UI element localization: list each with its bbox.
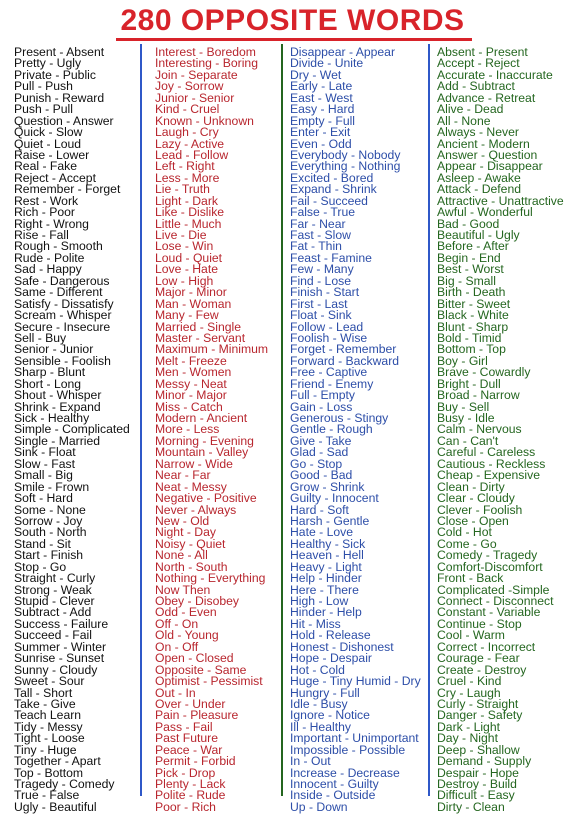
word-pair: Day - Night xyxy=(437,731,498,746)
word-pair: Go - Stop xyxy=(290,456,343,471)
word-pair: Gentle - Rough xyxy=(290,422,373,437)
word-pair: Awful - Wonderful xyxy=(437,205,533,220)
word-pair: Stand - Sit xyxy=(14,536,71,551)
word-pair: Optimist - Pessimist xyxy=(155,674,263,689)
word-pair: Many - Few xyxy=(155,308,219,323)
word-pair: Interest - Boredom xyxy=(155,45,256,59)
word-pair: Shrink - Expand xyxy=(14,399,101,414)
word-pair: Soft - Hard xyxy=(14,491,73,506)
word-pair: Clever - Foolish xyxy=(437,502,523,517)
word-pair: Finish - Start xyxy=(290,285,360,300)
word-pair: Impossible - Possible xyxy=(290,742,406,757)
word-pair: Pain - Pleasure xyxy=(155,708,239,723)
word-pair: Tight - Loose xyxy=(14,731,85,746)
word-pair: Expand - Shrink xyxy=(290,182,377,197)
word-pair: Sweet - Sour xyxy=(14,674,85,689)
word-pair: Deep - Shallow xyxy=(437,742,520,757)
word-pair: True - False xyxy=(14,788,80,803)
word-pair: Major - Minor xyxy=(155,285,227,300)
word-pair: Miss - Catch xyxy=(155,399,223,414)
word-pair: Pass - Fail xyxy=(155,719,213,734)
word-pair: Front - Back xyxy=(437,571,504,586)
word-pair: Odd - Even xyxy=(155,605,217,620)
word-pair: North - South xyxy=(155,559,228,574)
word-pair: Known - Unknown xyxy=(155,113,254,128)
word-pair: Ignore - Notice xyxy=(290,708,370,723)
word-pair: Sunrise - Sunset xyxy=(14,651,105,666)
word-pair: Together - Apart xyxy=(14,754,101,769)
word-pair: Give - Take xyxy=(290,433,352,448)
word-pair: Same - Different xyxy=(14,285,103,300)
word-pair: Remember - Forget xyxy=(14,182,121,197)
word-pair: Peace - War xyxy=(155,742,223,757)
word-pair: Divide - Unite xyxy=(290,56,364,71)
word-pair: Guilty - Innocent xyxy=(290,491,379,506)
word-pair: Noisy - Quiet xyxy=(155,536,226,551)
word-pair: Cool - Warm xyxy=(437,628,505,643)
word-pair: Never - Always xyxy=(155,502,237,517)
word-pair: Minor - Major xyxy=(155,388,227,403)
word-pair: Bottom - Top xyxy=(437,342,506,357)
word-pair: Summer - Winter xyxy=(14,639,107,654)
word-pair: Quiet - Loud xyxy=(14,136,82,151)
word-pair: Polite - Rude xyxy=(155,788,226,803)
word-pair: Up - Down xyxy=(290,799,348,814)
word-pair: Shout - Whisper xyxy=(14,388,102,403)
word-pair: Black - White xyxy=(437,308,509,323)
word-pair: Punish - Reward xyxy=(14,90,105,105)
column-divider xyxy=(140,44,142,796)
word-pair: Tiny - Huge xyxy=(14,742,77,757)
word-pair: Comedy - Tragedy xyxy=(437,548,538,563)
word-pair: Master - Servant xyxy=(155,330,246,345)
word-pair: Succeed - Fail xyxy=(14,628,92,643)
word-pair: Help - Hinder xyxy=(290,571,362,586)
word-pair: Cheap - Expensive xyxy=(437,468,540,483)
word-pair: Left - Right xyxy=(155,159,215,174)
word-pair: Hard - Soft xyxy=(290,502,349,517)
word-pair: Off - On xyxy=(155,616,199,631)
word-pair: Start - Finish xyxy=(14,548,84,563)
word-pair: Reject - Accept xyxy=(14,170,96,185)
word-pair: Excited - Bored xyxy=(290,170,374,185)
word-pair: Foolish - Wise xyxy=(290,330,368,345)
word-pair: Over - Under xyxy=(155,696,226,711)
word-pair: Broad - Narrow xyxy=(437,388,520,403)
word-pair: Can - Can't xyxy=(437,433,499,448)
word-pair: East - West xyxy=(290,90,353,105)
word-pair: Harsh - Gentle xyxy=(290,513,370,528)
word-pair: Loud - Quiet xyxy=(155,250,223,265)
word-pair: Top - Bottom xyxy=(14,765,84,780)
word-pair: Inside - Outside xyxy=(290,788,376,803)
word-pair: Married - Single xyxy=(155,319,242,334)
word-pair: Best - Worst xyxy=(437,262,504,277)
word-pair: Raise - Lower xyxy=(14,147,90,162)
word-pair: Far - Near xyxy=(290,216,346,231)
word-pair: Dry - Wet xyxy=(290,67,342,82)
word-pair: False - True xyxy=(290,205,356,220)
word-pair: Innocent - Guilty xyxy=(290,777,379,791)
word-pair: Grow - Shrink xyxy=(290,479,365,494)
word-pair: Cruel - Kind xyxy=(437,674,502,689)
word-pair: Take - Give xyxy=(14,696,76,711)
word-pair: Senior - Junior xyxy=(14,342,94,357)
word-pair: Stop - Go xyxy=(14,559,67,574)
word-pair: Rich - Poor xyxy=(14,205,75,220)
word-pair: Narrow - Wide xyxy=(155,456,233,471)
word-pair: Lose - Win xyxy=(155,239,214,254)
column-divider xyxy=(428,44,430,796)
word-pair: Scream - Whisper xyxy=(14,308,112,323)
word-pair: Mountain - Valley xyxy=(155,445,249,460)
word-pair: Modern - Ancient xyxy=(155,411,248,425)
word-pair: Follow - Lead xyxy=(290,319,364,334)
word-pair: Teach Learn xyxy=(14,708,82,723)
word-pair: Good - Bad xyxy=(290,468,353,483)
word-pair: Dirty - Clean xyxy=(437,799,505,814)
word-pair: All - None xyxy=(437,113,491,128)
word-pair: Even - Odd xyxy=(290,136,352,151)
word-pair: Empty - Full xyxy=(290,113,356,128)
word-pair: More - Less xyxy=(155,422,220,437)
word-pair: Cry - Laugh xyxy=(437,685,501,700)
word-pair: Simple - Complicated xyxy=(14,422,130,437)
word-pair: Small - Big xyxy=(14,468,73,483)
word-pair: Accurate - Inaccurate xyxy=(437,67,553,82)
word-pair: Out - In xyxy=(155,685,196,700)
word-pair: Honest - Dishonest xyxy=(290,639,394,654)
word-pair: Advance - Retreat xyxy=(437,90,536,105)
word-pair: Tidy - Messy xyxy=(14,719,83,734)
word-pair: Destroy - Build xyxy=(437,777,517,791)
word-pair: Morning - Evening xyxy=(155,433,254,448)
word-pair: Pick - Drop xyxy=(155,765,216,780)
word-pair: New - Old xyxy=(155,513,210,528)
word-pair: Connect - Disconnect xyxy=(437,594,554,608)
word-pair: Free - Captive xyxy=(290,365,368,380)
word-pair: Early - Late xyxy=(290,79,353,94)
word-pair: Junior - Senior xyxy=(155,90,235,105)
word-pair: Bold - Timid xyxy=(437,330,502,345)
word-pair: Slow - Fast xyxy=(14,456,75,471)
word-pair: Begin - End xyxy=(437,250,501,265)
word-pair: Like - Dislike xyxy=(155,205,225,220)
word-pair: Lie - Truth xyxy=(155,182,210,197)
word-pair: Men - Women xyxy=(155,365,232,380)
word-column-2 xyxy=(155,47,268,813)
word-pair: Sharp - Blunt xyxy=(14,365,86,380)
word-pair: Safe - Dangerous xyxy=(14,273,110,288)
word-pair: Attack - Defend xyxy=(437,182,521,197)
word-pair: Curly - Straight xyxy=(437,696,519,711)
word-pair: Lazy - Active xyxy=(155,136,225,151)
word-pair: Attractive - Unattractive xyxy=(437,193,564,208)
word-pair: Cautious - Reckless xyxy=(437,456,546,471)
word-pair: Interesting - Boring xyxy=(155,56,258,71)
word-pair: Difficult - Easy xyxy=(437,788,515,803)
word-pair: Now Then xyxy=(155,582,211,597)
word-pair: Melt - Freeze xyxy=(155,353,227,368)
word-pair: Night - Day xyxy=(155,525,216,540)
word-pair: Asleep - Awake xyxy=(437,170,521,185)
word-pair: Stupid - Clever xyxy=(14,594,95,608)
word-pair: Before - After xyxy=(437,239,509,254)
word-pair: Few - Many xyxy=(290,262,354,277)
word-pair: Courage - Fear xyxy=(437,651,520,666)
word-pair: Despair - Hope xyxy=(437,765,519,780)
word-pair: Opposite - Same xyxy=(155,662,247,677)
word-pair: Negative - Positive xyxy=(155,491,257,506)
word-pair: Sick - Healthy xyxy=(14,411,90,425)
word-pair: South - North xyxy=(14,525,87,540)
word-pair: Everybody - Nobody xyxy=(290,147,401,162)
word-pair: Sensible - Foolish xyxy=(14,353,111,368)
word-pair: Success - Failure xyxy=(14,616,109,631)
word-pair: Permit - Forbid xyxy=(155,754,236,769)
word-pair: Blunt - Sharp xyxy=(437,319,509,334)
word-pair: Near - Far xyxy=(155,468,211,483)
word-pair: Rise - Fall xyxy=(14,228,69,242)
word-pair: Sad - Happy xyxy=(14,262,82,277)
word-pair: Boy - Girl xyxy=(437,353,488,368)
word-pair: Hope - Despair xyxy=(290,651,372,666)
word-pair: Hinder - Help xyxy=(290,605,362,620)
word-pair: Heavy - Light xyxy=(290,559,362,574)
word-pair: Sell - Buy xyxy=(14,330,67,345)
word-pair: Less - More xyxy=(155,170,220,185)
word-pair: Clean - Dirty xyxy=(437,479,505,494)
word-pair: Kind - Cruel xyxy=(155,102,220,117)
word-pair: Fast - Slow xyxy=(290,228,351,242)
word-pair: Join - Separate xyxy=(155,67,238,82)
word-pair: On - Off xyxy=(155,639,199,654)
word-pair: Correct - Incorrect xyxy=(437,639,536,654)
word-pair: High - Low xyxy=(290,594,349,608)
word-pair: Maximum - Minimum xyxy=(155,342,269,357)
word-pair: Full - Empty xyxy=(290,388,356,403)
word-pair: Create - Destroy xyxy=(437,662,527,677)
word-pair: Pull - Push xyxy=(14,79,73,94)
word-pair: Low - High xyxy=(155,273,214,288)
word-pair: Heaven - Hell xyxy=(290,548,364,563)
word-pair: Messy - Neat xyxy=(155,376,227,391)
word-pair: Laugh - Cry xyxy=(155,125,219,140)
word-pair: Forward - Backward xyxy=(290,353,400,368)
word-pair: Satisfy - Dissatisfy xyxy=(14,296,114,311)
word-pair: Idle - Busy xyxy=(290,696,348,711)
word-pair: Quick - Slow xyxy=(14,125,83,140)
word-pair: First - Last xyxy=(290,296,348,311)
word-pair: Live - Die xyxy=(155,228,207,242)
word-pair: Hate - Love xyxy=(290,525,354,540)
word-pair: Feast - Famine xyxy=(290,250,372,265)
word-pair: Busy - Idle xyxy=(437,411,495,425)
word-pair: Poor - Rich xyxy=(155,799,216,814)
word-pair: Bitter - Sweet xyxy=(437,296,511,311)
word-pair: Right - Wrong xyxy=(14,216,89,231)
word-pair: Lead - Follow xyxy=(155,147,229,162)
word-pair: Continue - Stop xyxy=(437,616,522,631)
word-pair: Rough - Smooth xyxy=(14,239,103,254)
word-pair: Tall - Short xyxy=(14,685,73,700)
word-pair: Danger - Safety xyxy=(437,708,523,723)
word-pair: Subtract - Add xyxy=(14,605,92,620)
word-pair: Old - Young xyxy=(155,628,219,643)
word-pair: Bright - Dull xyxy=(437,376,501,391)
word-pair: Clear - Cloudy xyxy=(437,491,515,506)
word-pair: Nothing - Everything xyxy=(155,571,266,586)
word-pair: Past Future xyxy=(155,731,218,746)
word-pair: Important - Unimportant xyxy=(290,731,419,746)
word-pair: Everything - Nothing xyxy=(290,159,401,174)
word-pair: Ugly - Beautiful xyxy=(14,799,97,814)
word-pair: Fat - Thin xyxy=(290,239,342,254)
word-pair: Forget - Remember xyxy=(290,342,397,357)
word-pair: Buy - Sell xyxy=(437,399,490,414)
word-pair: Absent - Present xyxy=(437,45,528,59)
word-pair: Alive - Dead xyxy=(437,102,504,117)
word-pair: Hot - Cold xyxy=(290,662,345,677)
word-pair: Rest - Work xyxy=(14,193,79,208)
word-pair: Single - Married xyxy=(14,433,101,448)
word-pair: Straight - Curly xyxy=(14,571,96,586)
word-pair: Cold - Hot xyxy=(437,525,492,540)
word-pair: None - All xyxy=(155,548,208,563)
word-pair: Find - Lose xyxy=(290,273,351,288)
word-column-4 xyxy=(437,47,564,813)
column-divider xyxy=(281,44,283,796)
word-pair: Disappear - Appear xyxy=(290,45,396,59)
word-pair: Demand - Supply xyxy=(437,754,532,769)
word-pair: Open - Closed xyxy=(155,651,234,666)
word-pair: Float - Sink xyxy=(290,308,352,323)
word-pair: Appear - Disappear xyxy=(437,159,543,174)
word-pair: Big - Small xyxy=(437,273,496,288)
word-pair: Light - Dark xyxy=(155,193,218,208)
word-pair: Hit - Miss xyxy=(290,616,341,631)
word-pair: Hold - Release xyxy=(290,628,371,643)
word-pair: Glad - Sad xyxy=(290,445,349,460)
word-pair: Answer - Question xyxy=(437,147,538,162)
word-pair: Question - Answer xyxy=(14,113,114,128)
title-underline xyxy=(116,38,472,41)
word-pair: Little - Much xyxy=(155,216,222,231)
word-pair: Short - Long xyxy=(14,376,82,391)
word-pair: Man - Woman xyxy=(155,296,232,311)
word-pair: Secure - Insecure xyxy=(14,319,111,334)
word-column-1 xyxy=(14,47,130,813)
word-pair: Fail - Succeed xyxy=(290,193,368,208)
word-pair: Increase - Decrease xyxy=(290,765,400,780)
word-pair: Hungry - Full xyxy=(290,685,360,700)
word-pair: Constant - Variable xyxy=(437,605,541,620)
word-pair: Careful - Careless xyxy=(437,445,536,460)
word-pair: Bad - Good xyxy=(437,216,500,231)
word-pair: Brave - Cowardly xyxy=(437,365,531,380)
word-pair: Generous - Stingy xyxy=(290,411,389,425)
word-pair: Come - Go xyxy=(437,536,497,551)
word-column-3 xyxy=(290,47,421,813)
word-pair: Huge - Tiny Humid - Dry xyxy=(290,674,421,689)
word-pair: Add - Subtract xyxy=(437,79,515,94)
word-pair: Present - Absent xyxy=(14,45,105,59)
word-pair: Strong - Weak xyxy=(14,582,92,597)
word-pair: Sorrow - Joy xyxy=(14,513,83,528)
word-pair: Calm - Nervous xyxy=(437,422,522,437)
word-pair: Birth - Death xyxy=(437,285,506,300)
word-pair: Ill - Healthy xyxy=(290,719,351,734)
word-pair: Complicated -Simple xyxy=(437,582,550,597)
word-pair: Gain - Loss xyxy=(290,399,353,414)
word-pair: Rude - Polite xyxy=(14,250,85,265)
word-pair: Some - None xyxy=(14,502,86,517)
word-pair: Dark - Light xyxy=(437,719,500,734)
word-pair: Always - Never xyxy=(437,125,519,140)
word-pair: Smile - Frown xyxy=(14,479,90,494)
word-pair: Love - Hate xyxy=(155,262,219,277)
word-pair: Sink - Float xyxy=(14,445,76,460)
word-pair: Here - There xyxy=(290,582,359,597)
word-pair: Tragedy - Comedy xyxy=(14,777,115,791)
page-title: 280 OPPOSITE WORDS xyxy=(120,4,465,37)
word-pair: Accept - Reject xyxy=(437,56,520,71)
word-pair: Real - Fake xyxy=(14,159,77,174)
word-pair: Push - Pull xyxy=(14,102,73,117)
word-pair: In - Out xyxy=(290,754,331,769)
word-pair: Ancient - Modern xyxy=(437,136,530,151)
word-pair: Joy - Sorrow xyxy=(155,79,224,94)
word-pair: Comfort-Discomfort xyxy=(437,559,543,574)
word-pair: Friend - Enemy xyxy=(290,376,374,391)
word-pair: Plenty - Lack xyxy=(155,777,226,791)
word-pair: Enter - Exit xyxy=(290,125,351,140)
word-pair: Obey - Disobey xyxy=(155,594,239,608)
word-pair: Close - Open xyxy=(437,513,509,528)
word-pair: Easy - Hard xyxy=(290,102,355,117)
word-pair: Healthy - Sick xyxy=(290,536,366,551)
word-pair: Private - Public xyxy=(14,67,96,82)
word-pair: Sunny - Cloudy xyxy=(14,662,98,677)
word-pair: Pretty - Ugly xyxy=(14,56,82,71)
word-pair: Neat - Messy xyxy=(155,479,227,494)
word-pair: Beautiful - Ugly xyxy=(437,228,520,242)
